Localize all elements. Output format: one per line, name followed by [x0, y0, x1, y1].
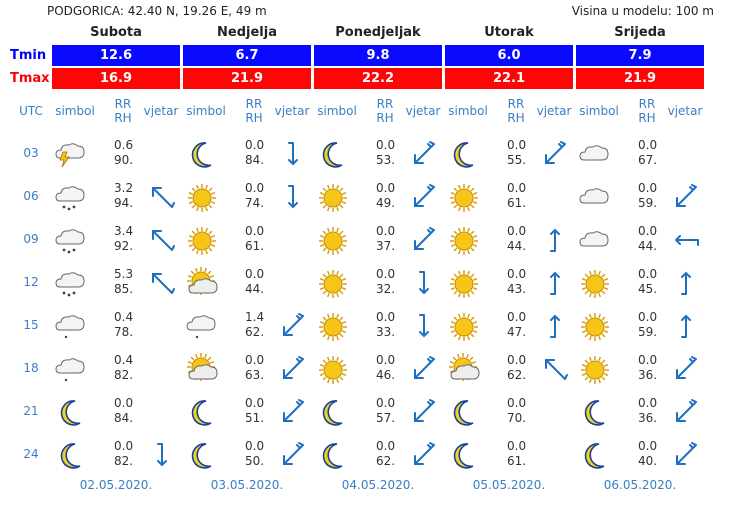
- rr-value: 0.0: [376, 224, 396, 238]
- rr-label: RR: [245, 97, 263, 111]
- weather-moon-icon: [185, 138, 219, 172]
- utc-hour: 06: [23, 189, 39, 203]
- weather-moon-icon: [447, 138, 481, 172]
- rr-rh-values: [245, 439, 275, 469]
- rh-value: 45.: [638, 282, 658, 296]
- rh-label: RH: [638, 111, 656, 125]
- wind-arrow-icon: [409, 440, 439, 470]
- weather-cloud-icon: [578, 138, 612, 172]
- rh-value: 84.: [114, 411, 134, 425]
- tmin-label: Tmin: [10, 48, 47, 63]
- wind-arrow-icon: [278, 311, 308, 341]
- rr-rh-header: [370, 97, 400, 125]
- rh-value: 74.: [245, 196, 265, 210]
- utc-hour: 21: [23, 404, 39, 418]
- rr-value: 3.2: [114, 181, 134, 195]
- rr-value: 0.0: [376, 396, 396, 410]
- rr-value: 0.0: [507, 353, 527, 367]
- weather-moon-icon: [54, 439, 88, 473]
- wind-arrow-icon: [278, 397, 308, 427]
- weather-sun-icon: [447, 267, 481, 301]
- rr-value: 0.0: [376, 353, 396, 367]
- weather-drizzle-cloud-icon: [185, 310, 219, 344]
- rr-rh-values: [245, 267, 275, 297]
- rr-rh-values: [638, 353, 668, 383]
- weather-moon-icon: [447, 396, 481, 430]
- rh-value: 61.: [507, 454, 527, 468]
- rh-value: 51.: [245, 411, 265, 425]
- symbol-header: simbol: [448, 104, 488, 118]
- rh-value: 70.: [507, 411, 527, 425]
- rh-label: RH: [245, 111, 263, 125]
- wind-arrow-icon: [540, 268, 570, 298]
- utc-hour: 12: [23, 275, 39, 289]
- rr-value: 0.0: [114, 439, 134, 453]
- rr-rh-values: [114, 224, 144, 254]
- rr-rh-values: [507, 267, 537, 297]
- tmin-value: 6.7: [183, 45, 311, 66]
- rh-value: 61.: [245, 239, 265, 253]
- rh-value: 33.: [376, 325, 396, 339]
- rh-value: 94.: [114, 196, 134, 210]
- weather-sun-icon: [316, 310, 350, 344]
- rr-rh-values: [638, 181, 668, 211]
- wind-arrow-icon: [409, 182, 439, 212]
- rh-value: 53.: [376, 153, 396, 167]
- rh-value: 57.: [376, 411, 396, 425]
- wind-arrow-icon: [671, 311, 701, 341]
- rr-rh-values: [507, 310, 537, 340]
- wind-arrow-icon: [409, 139, 439, 169]
- weather-moon-icon: [185, 439, 219, 473]
- wind-header: vjetar: [143, 104, 179, 118]
- wind-arrow-icon: [540, 139, 570, 169]
- rh-value: 67.: [638, 153, 658, 167]
- rr-value: 0.0: [638, 138, 658, 152]
- weather-moon-icon: [316, 138, 350, 172]
- wind-arrow-icon: [409, 311, 439, 341]
- wind-arrow-icon: [409, 225, 439, 255]
- rr-value: 0.0: [507, 267, 527, 281]
- weather-sun-icon: [447, 181, 481, 215]
- rr-value: 0.0: [376, 267, 396, 281]
- weather-sun-icon: [578, 353, 612, 387]
- weather-moon-icon: [185, 396, 219, 430]
- model-height: Visina u modelu: 100 m: [571, 4, 714, 18]
- rr-value: 0.0: [376, 138, 396, 152]
- day-date: 03.05.2020.: [210, 478, 284, 492]
- wind-arrow-icon: [540, 354, 570, 384]
- weather-moon-icon: [316, 396, 350, 430]
- weather-cloud-icon: [578, 224, 612, 258]
- tmin-value: 6.0: [445, 45, 573, 66]
- rr-rh-values: [376, 353, 406, 383]
- weather-sun-icon: [447, 310, 481, 344]
- wind-arrow-icon: [671, 354, 701, 384]
- weather-thunder-cloud-icon: [54, 138, 88, 172]
- rr-value: 0.0: [638, 310, 658, 324]
- utc-hour: 09: [23, 232, 39, 246]
- rr-rh-values: [507, 353, 537, 383]
- rr-value: 0.0: [245, 138, 265, 152]
- wind-arrow-icon: [671, 225, 701, 255]
- rr-rh-values: [638, 224, 668, 254]
- wind-header: vjetar: [536, 104, 572, 118]
- wind-arrow-icon: [278, 354, 308, 384]
- rr-value: 0.0: [245, 181, 265, 195]
- rr-rh-values: [114, 353, 144, 383]
- rh-value: 82.: [114, 454, 134, 468]
- tmin-value: 12.6: [52, 45, 180, 66]
- rh-value: 47.: [507, 325, 527, 339]
- weather-sun-cloud-icon: [185, 353, 219, 387]
- weather-cloud-icon: [578, 181, 612, 215]
- tmax-value: 22.1: [445, 68, 573, 89]
- weather-moon-icon: [578, 396, 612, 430]
- rh-value: 49.: [376, 196, 396, 210]
- wind-header: vjetar: [274, 104, 310, 118]
- weather-sun-icon: [185, 181, 219, 215]
- wind-arrow-icon: [671, 397, 701, 427]
- rr-value: 0.0: [245, 267, 265, 281]
- wind-arrow-icon: [671, 440, 701, 470]
- day-name: Ponedjeljak: [335, 25, 421, 40]
- utc-hour: 18: [23, 361, 39, 375]
- rh-value: 62.: [376, 454, 396, 468]
- rh-value: 46.: [376, 368, 396, 382]
- weather-sun-cloud-icon: [447, 353, 481, 387]
- tmin-value: 9.8: [314, 45, 442, 66]
- rr-value: 0.0: [638, 353, 658, 367]
- rh-label: RH: [114, 111, 132, 125]
- rr-rh-values: [245, 224, 275, 254]
- weather-sun-icon: [447, 224, 481, 258]
- symbol-header: simbol: [55, 104, 95, 118]
- rr-rh-values: [507, 138, 537, 168]
- rr-rh-values: [114, 310, 144, 340]
- weather-sun-icon: [316, 353, 350, 387]
- rr-rh-header: [108, 97, 138, 125]
- tmax-value: 22.2: [314, 68, 442, 89]
- rr-value: 0.0: [638, 396, 658, 410]
- rr-value: 0.0: [245, 224, 265, 238]
- day-name: Utorak: [484, 25, 534, 40]
- rr-value: 0.4: [114, 310, 134, 324]
- weather-sun-icon: [316, 267, 350, 301]
- day-date: 02.05.2020.: [79, 478, 153, 492]
- utc-hour: 24: [23, 447, 39, 461]
- rr-value: 0.0: [507, 310, 527, 324]
- wind-header: vjetar: [667, 104, 703, 118]
- rh-value: 59.: [638, 196, 658, 210]
- wind-header: vjetar: [405, 104, 441, 118]
- rh-value: 37.: [376, 239, 396, 253]
- rr-rh-values: [376, 439, 406, 469]
- rr-rh-values: [245, 138, 275, 168]
- rh-value: 82.: [114, 368, 134, 382]
- rh-value: 44.: [507, 239, 527, 253]
- rr-label: RR: [507, 97, 525, 111]
- rh-value: 62.: [245, 325, 265, 339]
- rr-rh-values: [245, 396, 275, 426]
- tmax-value: 21.9: [183, 68, 311, 89]
- rh-value: 55.: [507, 153, 527, 167]
- rr-value: 5.3: [114, 267, 134, 281]
- rr-value: 0.0: [638, 181, 658, 195]
- weather-drizzle-cloud-icon: [54, 353, 88, 387]
- rr-value: 1.4: [245, 310, 265, 324]
- rr-rh-header: [239, 97, 269, 125]
- rh-value: 44.: [245, 282, 265, 296]
- day-date: 05.05.2020.: [472, 478, 546, 492]
- rr-rh-values: [114, 138, 144, 168]
- rh-value: 43.: [507, 282, 527, 296]
- rh-value: 36.: [638, 411, 658, 425]
- rr-rh-header: [501, 97, 531, 125]
- rr-rh-values: [245, 353, 275, 383]
- weather-sun-icon: [316, 181, 350, 215]
- wind-arrow-icon: [147, 268, 177, 298]
- rr-label: RR: [638, 97, 656, 111]
- day-date: 06.05.2020.: [603, 478, 677, 492]
- weather-rain-cloud-icon: [54, 267, 88, 301]
- rr-rh-values: [376, 310, 406, 340]
- rh-value: 50.: [245, 454, 265, 468]
- rh-value: 62.: [507, 368, 527, 382]
- wind-arrow-icon: [671, 268, 701, 298]
- rr-value: 0.6: [114, 138, 134, 152]
- weather-sun-icon: [578, 267, 612, 301]
- weather-sun-icon: [578, 310, 612, 344]
- rr-value: 0.0: [245, 439, 265, 453]
- rr-rh-values: [114, 396, 144, 426]
- wind-arrow-icon: [147, 225, 177, 255]
- weather-moon-icon: [54, 396, 88, 430]
- tmin-value: 7.9: [576, 45, 704, 66]
- rr-rh-values: [376, 267, 406, 297]
- rr-value: 0.4: [114, 353, 134, 367]
- weather-sun-cloud-icon: [185, 267, 219, 301]
- utc-header: UTC: [19, 104, 43, 118]
- wind-arrow-icon: [278, 182, 308, 212]
- rh-label: RH: [507, 111, 525, 125]
- rr-rh-values: [638, 138, 668, 168]
- rh-value: 90.: [114, 153, 134, 167]
- rr-value: 0.0: [638, 439, 658, 453]
- rr-rh-values: [507, 181, 537, 211]
- rr-value: 0.0: [507, 396, 527, 410]
- wind-arrow-icon: [147, 182, 177, 212]
- tmax-value: 21.9: [576, 68, 704, 89]
- rh-label: RH: [376, 111, 394, 125]
- wind-arrow-icon: [409, 397, 439, 427]
- rr-rh-values: [114, 181, 144, 211]
- utc-hour: 15: [23, 318, 39, 332]
- rr-rh-values: [638, 267, 668, 297]
- rr-label: RR: [114, 97, 132, 111]
- rh-value: 44.: [638, 239, 658, 253]
- rr-value: 3.4: [114, 224, 134, 238]
- rr-value: 0.0: [507, 439, 527, 453]
- rr-rh-header: [632, 97, 662, 125]
- rr-value: 0.0: [507, 138, 527, 152]
- rr-value: 0.0: [638, 267, 658, 281]
- wind-arrow-icon: [278, 440, 308, 470]
- rr-rh-values: [114, 439, 144, 469]
- utc-hour: 03: [23, 146, 39, 160]
- location-info: PODGORICA: 42.40 N, 19.26 E, 49 m: [47, 4, 267, 18]
- rr-label: RR: [376, 97, 394, 111]
- rr-rh-values: [507, 439, 537, 469]
- rr-rh-values: [638, 439, 668, 469]
- rr-value: 0.0: [114, 396, 134, 410]
- tmax-label: Tmax: [10, 71, 50, 86]
- rh-value: 63.: [245, 368, 265, 382]
- rr-rh-values: [638, 396, 668, 426]
- rr-value: 0.0: [507, 224, 527, 238]
- rr-rh-values: [507, 224, 537, 254]
- rr-rh-values: [376, 224, 406, 254]
- symbol-header: simbol: [186, 104, 226, 118]
- rh-value: 92.: [114, 239, 134, 253]
- rh-value: 36.: [638, 368, 658, 382]
- day-name: Srijeda: [614, 25, 666, 40]
- symbol-header: simbol: [579, 104, 619, 118]
- wind-arrow-icon: [540, 225, 570, 255]
- weather-moon-icon: [447, 439, 481, 473]
- tmax-value: 16.9: [52, 68, 180, 89]
- weather-rain-cloud-icon: [54, 181, 88, 215]
- weather-sun-icon: [316, 224, 350, 258]
- rh-value: 85.: [114, 282, 134, 296]
- rh-value: 59.: [638, 325, 658, 339]
- rh-value: 84.: [245, 153, 265, 167]
- weather-moon-icon: [578, 439, 612, 473]
- rh-value: 32.: [376, 282, 396, 296]
- rr-value: 0.0: [245, 353, 265, 367]
- rh-value: 61.: [507, 196, 527, 210]
- rr-rh-values: [376, 138, 406, 168]
- wind-arrow-icon: [278, 139, 308, 169]
- wind-arrow-icon: [147, 440, 177, 470]
- rr-rh-values: [245, 310, 275, 340]
- symbol-header: simbol: [317, 104, 357, 118]
- rr-value: 0.0: [507, 181, 527, 195]
- rr-value: 0.0: [245, 396, 265, 410]
- rr-rh-values: [638, 310, 668, 340]
- wind-arrow-icon: [409, 268, 439, 298]
- weather-rain-cloud-icon: [54, 224, 88, 258]
- rr-rh-values: [507, 396, 537, 426]
- rr-value: 0.0: [376, 181, 396, 195]
- weather-moon-icon: [316, 439, 350, 473]
- rh-value: 78.: [114, 325, 134, 339]
- day-name: Nedjelja: [217, 25, 277, 40]
- day-name: Subota: [90, 25, 142, 40]
- wind-arrow-icon: [409, 354, 439, 384]
- rr-rh-values: [376, 181, 406, 211]
- wind-arrow-icon: [540, 311, 570, 341]
- rr-rh-values: [245, 181, 275, 211]
- rr-value: 0.0: [376, 310, 396, 324]
- rr-value: 0.0: [376, 439, 396, 453]
- weather-sun-icon: [185, 224, 219, 258]
- rr-rh-values: [376, 396, 406, 426]
- rr-value: 0.0: [638, 224, 658, 238]
- day-date: 04.05.2020.: [341, 478, 415, 492]
- rr-rh-values: [114, 267, 144, 297]
- wind-arrow-icon: [671, 182, 701, 212]
- rh-value: 40.: [638, 454, 658, 468]
- weather-drizzle-cloud-icon: [54, 310, 88, 344]
